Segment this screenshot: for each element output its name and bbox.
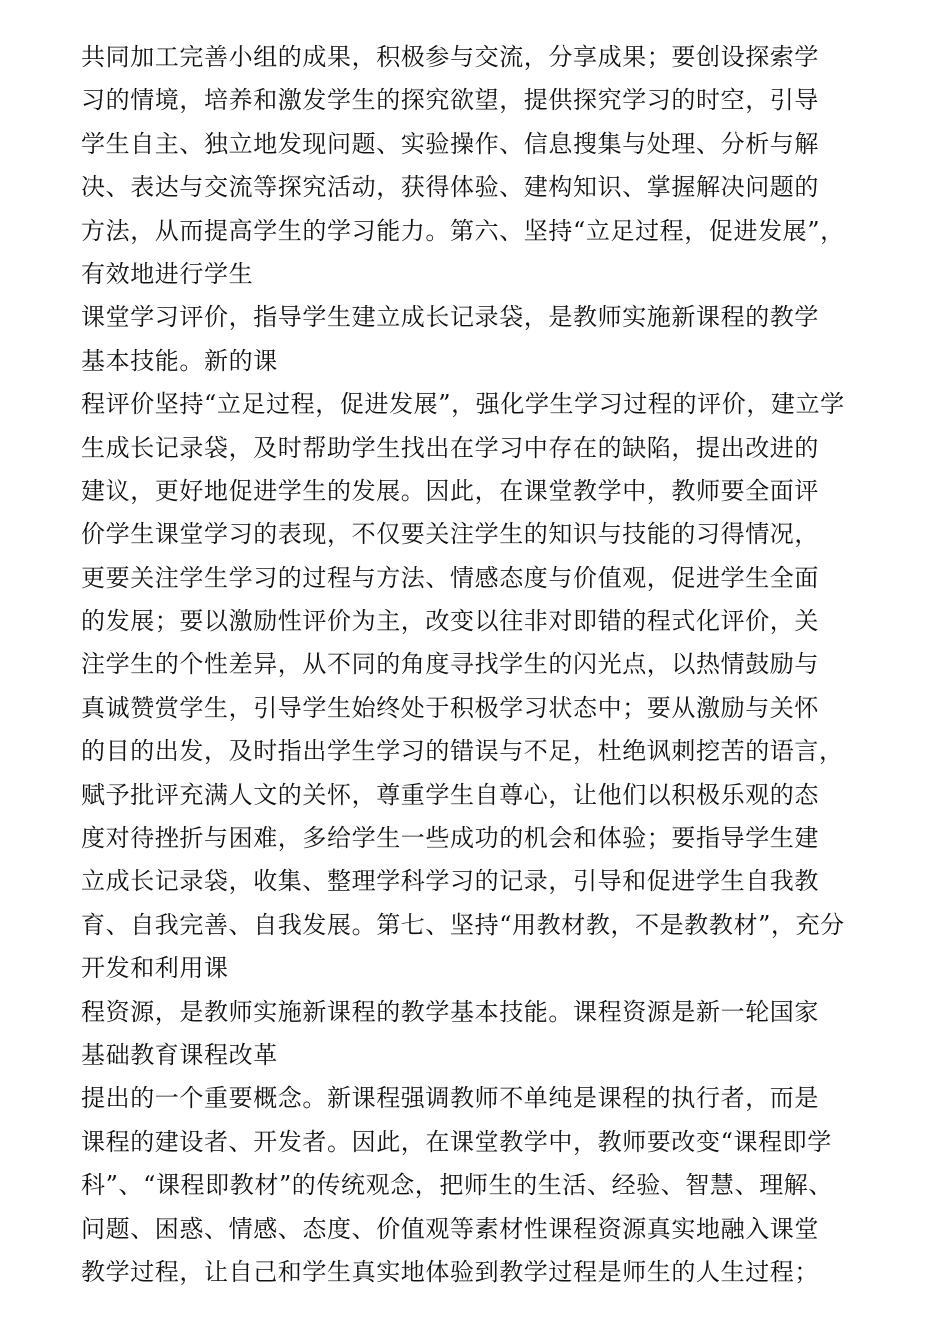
text-line: 提出的一个重要概念。新课程强调教师不单纯是课程的执行者，而是 [81, 1084, 819, 1113]
text-line: 真诚赞赏学生，引导学生始终处于积极学习状态中；要从激励与关怀 [81, 693, 819, 722]
text-line: 基本技能。新的课 [81, 346, 278, 375]
text-line: 度对待挫折与困难，多给学生一些成功的机会和体验；要指导学生建 [81, 824, 819, 853]
text-line: 课堂学习评价，指导学生建立成长记录袋，是教师实施新课程的教学 [81, 303, 819, 332]
text-line: 课程的建设者、开发者。因此，在课堂教学中，教师要改变“课程即学 [81, 1127, 832, 1156]
text-line: 的发展；要以激励性评价为主，改变以往非对即错的程式化评价，关 [81, 607, 819, 636]
text-line: 基础教育课程改革 [81, 1040, 278, 1069]
text-line: 教学过程，让自己和学生真实地体验到教学过程是师生的人生过程； [81, 1257, 819, 1286]
text-line: 开发和利用课 [81, 954, 229, 983]
text-line: 共同加工完善小组的成果，积极参与交流，分享成果；要创设探索学 [81, 43, 819, 71]
text-line: 问题、困惑、情感、态度、价值观等素材性课程资源真实地融入课堂 [81, 1214, 819, 1243]
text-line: 有效地进行学生 [81, 259, 254, 288]
text-line: 立成长记录袋，收集、整理学科学习的记录，引导和促进学生自我教 [81, 867, 819, 896]
body-text [81, 36, 881, 1294]
text-line: 程评价坚持“立足过程，促进发展”，强化学生学习过程的评价，建立学 [81, 390, 845, 419]
text-line: 习的情境，培养和激发学生的探究欲望，提供探究学习的时空，引导 [81, 86, 819, 115]
text-line: 的目的出发，及时指出学生学习的错误与不足，杜绝讽刺挖苦的语言， [81, 737, 844, 766]
text-line: 价学生课堂学习的表现，不仅要关注学生的知识与技能的习得情况， [81, 520, 819, 549]
text-line: 更要关注学生学习的过程与方法、情感态度与价值观，促进学生全面 [81, 563, 819, 592]
text-line: 科”、“课程即教材”的传统观念，把师生的生活、经验、智慧、理解、 [81, 1171, 834, 1200]
text-line: 程资源，是教师实施新课程的教学基本技能。课程资源是新一轮国家 [81, 997, 819, 1026]
text-line: 育、自我完善、自我发展。第七、坚持“用教材教，不是教教材”，充分 [81, 910, 845, 939]
text-line: 学生自主、独立地发现问题、实验操作、信息搜集与处理、分析与解 [81, 129, 819, 158]
text-line: 注学生的个性差异，从不同的角度寻找学生的闪光点，以热情鼓励与 [81, 650, 819, 679]
text-line: 方法，从而提高学生的学习能力。第六、坚持“立足过程，促进发展”， [81, 216, 845, 245]
text-line: 赋予批评充满人文的关怀，尊重学生自尊心，让他们以积极乐观的态 [81, 780, 819, 809]
text-line: 决、表达与交流等探究活动，获得体验、建构知识、掌握解决问题的 [81, 173, 819, 202]
text-line: 生成长记录袋，及时帮助学生找出在学习中存在的缺陷，提出改进的 [81, 433, 819, 462]
text-line: 建议，更好地促进学生的发展。因此，在课堂教学中，教师要全面评 [81, 476, 819, 505]
